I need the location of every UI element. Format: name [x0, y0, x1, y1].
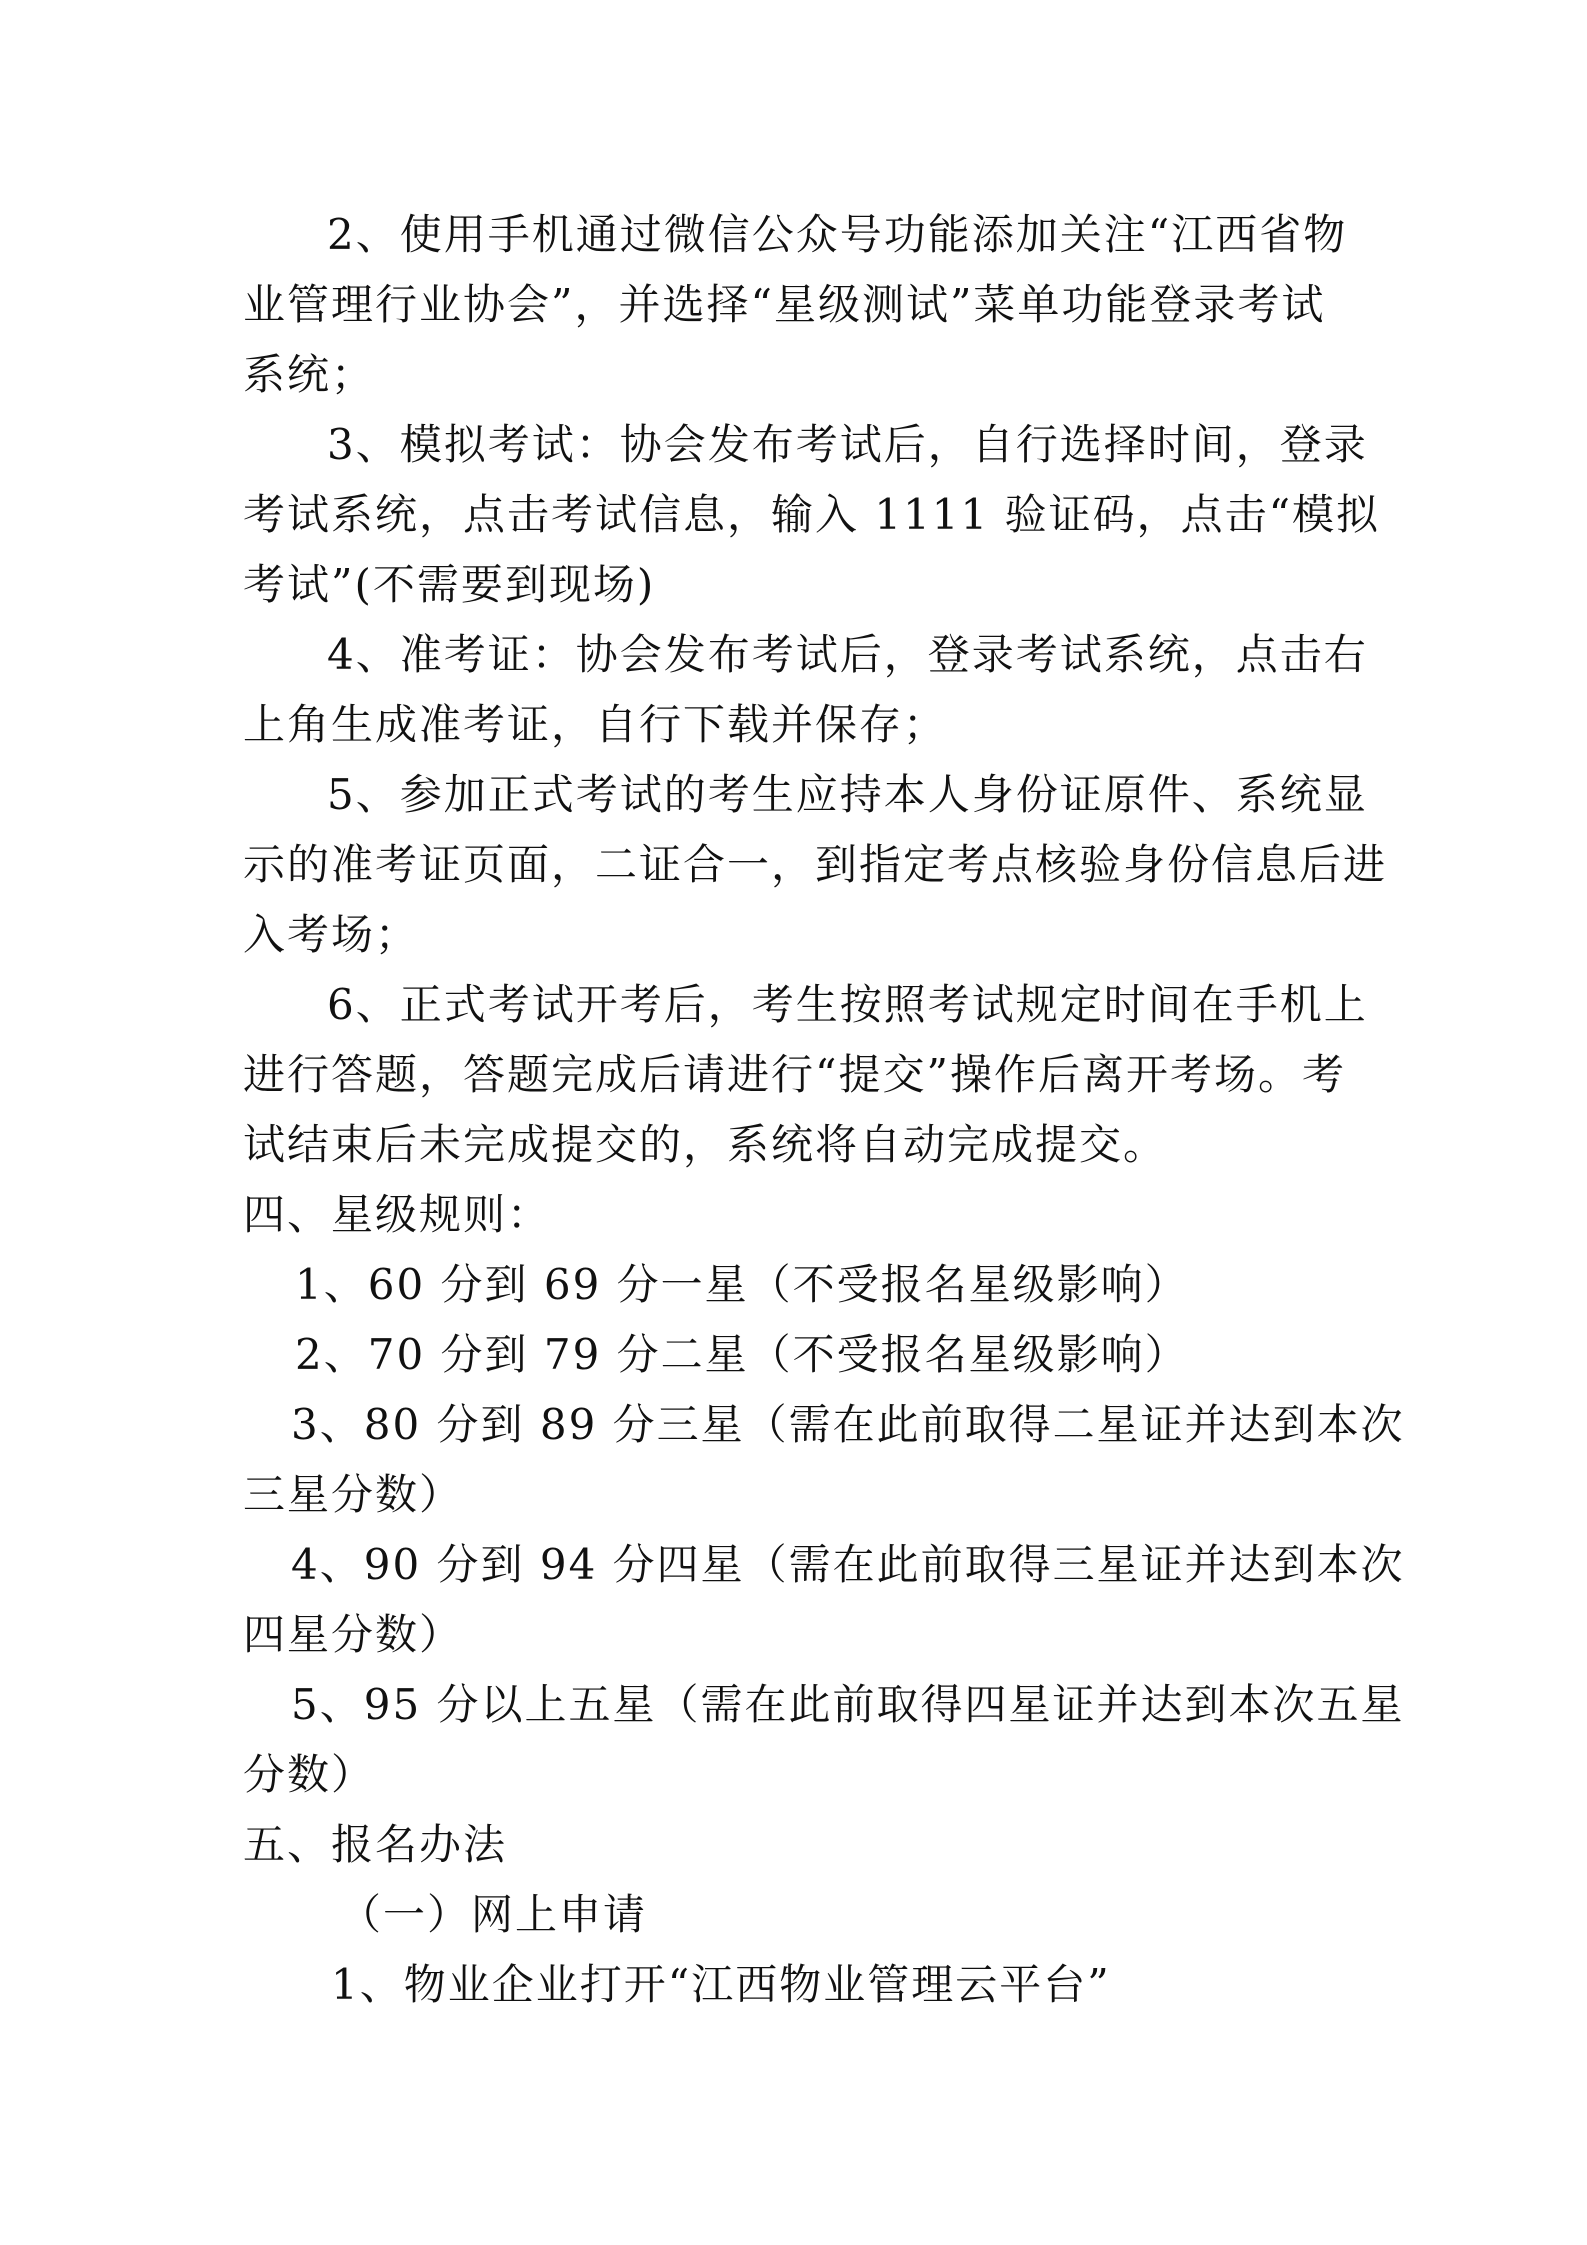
- rule-item: 2、70 分到 79 分二星（不受报名星级影响）: [295, 1330, 1189, 1379]
- section-heading-star-rules: 四、星级规则：: [243, 1190, 552, 1239]
- apply-item: 1、物业企业打开“江西物业管理云平台”: [331, 1960, 1111, 2009]
- section-heading-registration: 五、报名办法: [243, 1820, 508, 1869]
- document-page: [243, 200, 1405, 2020]
- text-line: 示的准考证页面，二证合一，到指定考点核验身份信息后进: [243, 840, 1388, 889]
- text-line: 进行答题，答题完成后请进行“提交”操作后离开考场。考: [243, 1050, 1346, 1099]
- rules-list: [243, 1250, 1405, 1810]
- text-line: 考试系统，点击考试信息，输入 1111 验证码，点击“模拟: [243, 490, 1381, 539]
- paragraph-item-5: [243, 760, 1388, 970]
- text-line: 试结束后未完成提交的，系统将自动完成提交。: [243, 1120, 1168, 1169]
- rule-item-continuation: 分数）: [243, 1750, 376, 1799]
- text-line: 4、准考证：协会发布考试后，登录考试系统，点击右: [327, 630, 1368, 679]
- rule-item-continuation: 四星分数）: [243, 1610, 464, 1659]
- text-line: 6、正式考试开考后，考生按照考试规定时间在手机上: [327, 980, 1368, 1029]
- subsection-heading-online: （一）网上申请: [339, 1890, 648, 1939]
- text-line: 考试”(不需要到现场): [243, 560, 656, 609]
- text-line: 系统；: [243, 350, 376, 399]
- paragraph-item-4: [243, 620, 1368, 760]
- text-line: 3、模拟考试：协会发布考试后，自行选择时间，登录: [327, 420, 1368, 469]
- rule-item: 4、90 分到 94 分四星（需在此前取得三星证并达到本次: [291, 1540, 1405, 1589]
- text-line: 2、使用手机通过微信公众号功能添加关注“江西省物: [327, 210, 1348, 259]
- rule-item: 3、80 分到 89 分三星（需在此前取得二星证并达到本次: [291, 1400, 1405, 1449]
- rule-item-continuation: 三星分数）: [243, 1470, 464, 1519]
- text-line: 业管理行业协会”，并选择“星级测试”菜单功能登录考试: [243, 280, 1326, 329]
- rule-item: 5、95 分以上五星（需在此前取得四星证并达到本次五星: [291, 1680, 1405, 1729]
- text-line: 上角生成准考证，自行下载并保存；: [243, 700, 948, 749]
- paragraph-item-2: [243, 200, 1363, 410]
- text-line: 5、参加正式考试的考生应持本人身份证原件、系统显: [327, 770, 1368, 819]
- rule-item: 1、60 分到 69 分一星（不受报名星级影响）: [295, 1260, 1189, 1309]
- text-line: 入考场；: [243, 910, 420, 959]
- paragraph-item-6: [243, 970, 1368, 1180]
- paragraph-item-3: [243, 410, 1381, 620]
